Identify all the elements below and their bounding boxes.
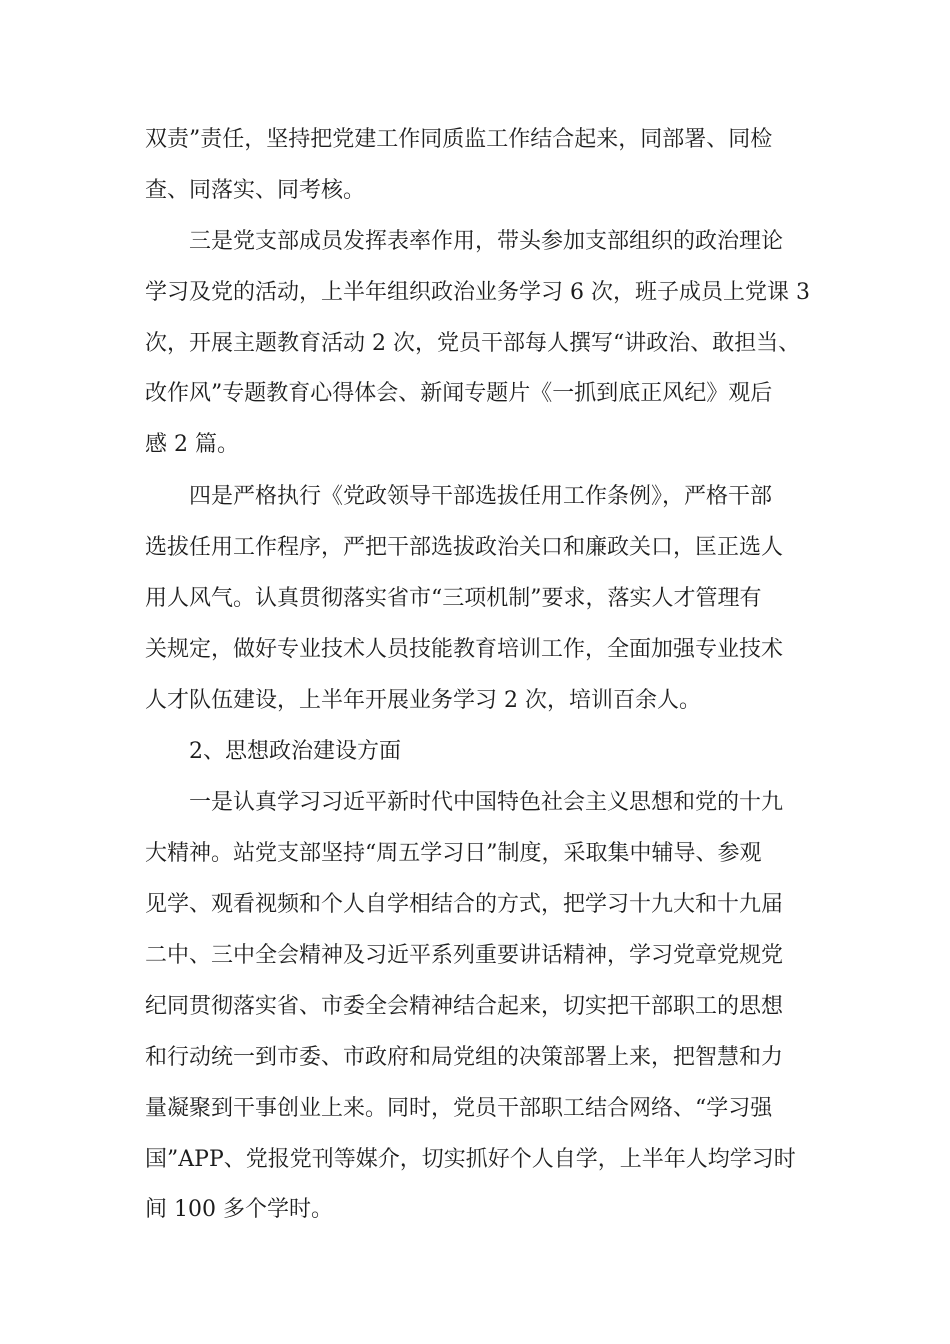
- paragraph-line: 三是党支部成员发挥表率作用，带头参加支部组织的政治理论: [189, 229, 784, 254]
- paragraph-line: 人才队伍建设，上半年开展业务学习 2 次，培训百余人。: [145, 688, 701, 713]
- paragraph-line: 改作风”专题教育心得体会、新闻专题片《一抓到底正风纪》观后: [145, 381, 773, 406]
- paragraph-line: 国”APP、党报党刊等媒介，切实抓好个人自学，上半年人均学习时: [145, 1147, 796, 1172]
- paragraph-line: 纪同贯彻落实省、市委全会精神结合起来，切实把干部职工的思想: [145, 994, 784, 1019]
- paragraph-line: 查、同落实、同考核。: [145, 178, 366, 203]
- paragraph-line: 次，开展主题教育活动 2 次，党员干部每人撰写“讲政治、敢担当、: [145, 331, 801, 356]
- paragraph-line: 感 2 篇。: [145, 432, 239, 457]
- paragraph-line: 间 100 多个学时。: [145, 1197, 333, 1222]
- paragraph-line: 关规定，做好专业技术人员技能教育培训工作，全面加强专业技术: [145, 637, 784, 662]
- paragraph-line: 选拔任用工作程序，严把干部选拔政治关口和廉政关口，匡正选人: [145, 535, 784, 560]
- paragraph-line: 用人风气。认真贯彻落实省市“三项机制”要求，落实人才管理有: [145, 586, 762, 611]
- paragraph-line: 量凝聚到干事创业上来。同时，党员干部职工结合网络、“学习强: [145, 1096, 773, 1121]
- paragraph-line: 见学、观看视频和个人自学相结合的方式，把学习十九大和十九届: [145, 892, 784, 917]
- paragraph-line: 一是认真学习习近平新时代中国特色社会主义思想和党的十九: [189, 790, 784, 815]
- paragraph-line: 双责”责任，坚持把党建工作同质监工作结合起来，同部署、同检: [145, 127, 773, 152]
- paragraph-line: 大精神。站党支部坚持“周五学习日”制度，采取集中辅导、参观: [145, 841, 762, 866]
- paragraph-line: 和行动统一到市委、市政府和局党组的决策部署上来，把智慧和力: [145, 1045, 784, 1070]
- paragraph-line: 二中、三中全会精神及习近平系列重要讲话精神，学习党章党规党: [145, 943, 784, 968]
- section-heading: 2、思想政治建设方面: [189, 739, 401, 764]
- paragraph-line: 学习及党的活动，上半年组织政治业务学习 6 次，班子成员上党课 3: [145, 280, 810, 305]
- paragraph-line: 四是严格执行《党政领导干部选拔任用工作条例》，严格干部: [189, 484, 773, 509]
